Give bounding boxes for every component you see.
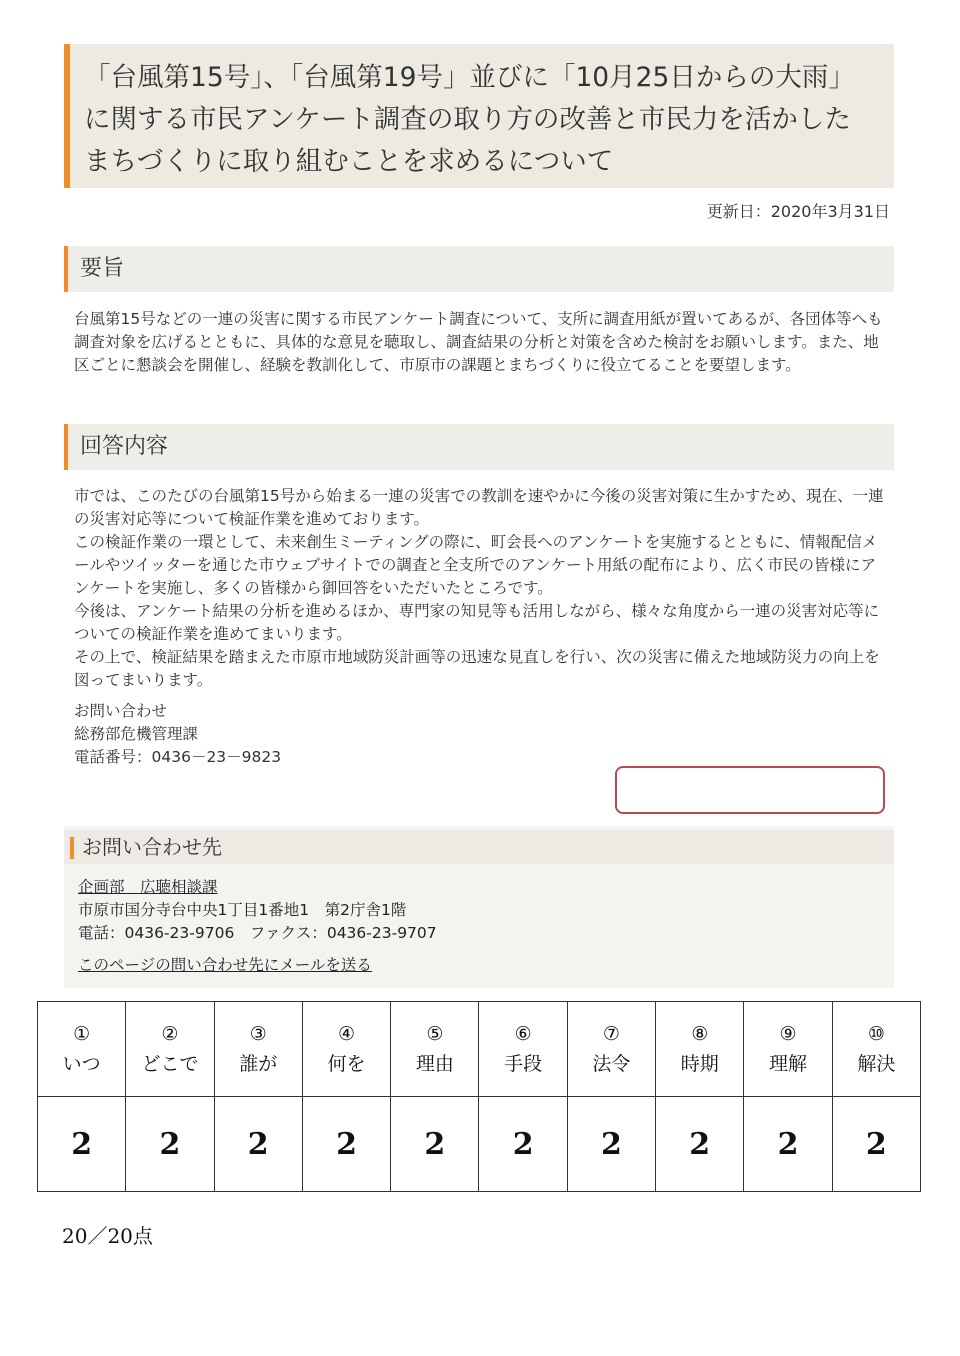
- answer-contact: [74, 700, 281, 769]
- score-value-cell: 2: [126, 1097, 214, 1192]
- score-header-num: ⑩: [867, 1023, 885, 1045]
- summary-paragraph: 台風第15号などの一連の災害に関する市民アンケート調査について、支所に調査用紙が置いてあるが、各団体等へも調査対象を広げるとともに、具体的な意見を聴取し、調査結果の分析と対策を含めた検討をお願いします。また、地区ごとに懇談会を開催し、経験を教訓化して、市原市の課題とまちづくりに役立てることを要望します。: [74, 310, 883, 374]
- score-header-label: 時期: [680, 1053, 719, 1075]
- score-header-cell: [391, 1002, 479, 1097]
- score-header-num: ⑧: [691, 1023, 709, 1045]
- score-header-label: 手段: [504, 1053, 543, 1075]
- score-header-num: ⑤: [426, 1023, 444, 1045]
- score-value-cell: 2: [479, 1097, 567, 1192]
- answer-contact-phone: 電話番号：0436－23－9823: [74, 748, 282, 766]
- contact-heading-bar: [70, 837, 74, 859]
- score-header-num: ⑨: [779, 1023, 797, 1045]
- score-value-cell: 2: [567, 1097, 655, 1192]
- score-header-label: 理由: [415, 1053, 454, 1075]
- updated-date: 更新日：2020年3月31日: [706, 202, 890, 221]
- score-header-label: 法令: [592, 1053, 631, 1075]
- score-value-cell: 2: [391, 1097, 479, 1192]
- score-header-label: 理解: [769, 1053, 808, 1075]
- answer-text: [74, 485, 886, 692]
- score-header-num: ③: [249, 1023, 267, 1045]
- score-header-label: 解決: [857, 1053, 896, 1075]
- contact-heading-text: お問い合わせ先: [82, 835, 222, 859]
- answer-paragraph-2: この検証作業の一環として、未来創生ミーティングの際に、町会長へのアンケートを実施するとともに、情報配信メールやツイッターを通じた市ウェブサイトでの調査と全支所でのアンケート用紙の配布により、広く市民の皆様にアンケートを実施し、多くの皆様から御回答をいただいたところです。: [74, 533, 878, 597]
- contact-mail-link[interactable]: このページの問い合わせ先にメールを送る: [78, 956, 372, 974]
- contact-heading: [64, 830, 894, 864]
- score-header-label: いつ: [62, 1053, 101, 1075]
- score-header-num: ①: [73, 1023, 91, 1045]
- score-header-cell: [38, 1002, 126, 1097]
- score-header-cell: [302, 1002, 390, 1097]
- summary-text: [74, 308, 886, 377]
- contact-panel: [64, 826, 894, 988]
- answer-paragraph-1: 市では、このたびの台風第15号から始まる一連の災害での教訓を速やかに今後の災害対策に生かすため、現在、一連の災害対応等について検証作業を進めております。: [74, 487, 884, 528]
- score-value-row: [38, 1097, 921, 1192]
- score-value-cell: 2: [832, 1097, 920, 1192]
- score-header-num: ⑦: [602, 1023, 620, 1045]
- score-header-num: ⑥: [514, 1023, 532, 1045]
- score-value-cell: 2: [656, 1097, 744, 1192]
- answer-paragraph-3: 今後は、アンケート結果の分析を進めるほか、専門家の知見等も活用しながら、様々な角度から一連の災害対応等についての検証作業を進めてまいります。: [74, 602, 880, 643]
- score-header-num: ②: [161, 1023, 179, 1045]
- total-score: 20／20点: [62, 1224, 153, 1248]
- score-header-cell: [656, 1002, 744, 1097]
- score-header-cell: [126, 1002, 214, 1097]
- score-value-cell: 2: [214, 1097, 302, 1192]
- score-value-cell: 2: [38, 1097, 126, 1192]
- highlight-box: [615, 766, 885, 814]
- score-header-label: 何を: [327, 1053, 366, 1075]
- score-header-cell: [214, 1002, 302, 1097]
- score-value-cell: 2: [302, 1097, 390, 1192]
- contact-address: 市原市国分寺台中央1丁目1番地1 第2庁舎1階: [78, 901, 407, 919]
- answer-heading: 回答内容: [64, 424, 894, 470]
- contact-dept-link[interactable]: 企画部 広聴相談課: [78, 878, 218, 896]
- summary-heading: 要旨: [64, 246, 894, 292]
- contact-phone-fax: 電話：0436-23-9706 ファクス：0436-23-9707: [78, 924, 437, 942]
- page-title: 「台風第15号」、「台風第19号」並びに「10月25日からの大雨」に関する市民アンケート調査の取り方の改善と市民力を活かしたまちづくりに取り組むことを求めるについて: [64, 44, 894, 188]
- score-header-num: ④: [338, 1023, 356, 1045]
- score-value-cell: 2: [744, 1097, 832, 1192]
- answer-paragraph-4: その上で、検証結果を踏まえた市原市地域防災計画等の迅速な見直しを行い、次の災害に備えた地域防災力の向上を図ってまいります。: [74, 648, 880, 689]
- score-table: [37, 1001, 921, 1192]
- answer-contact-dept: 総務部危機管理課: [74, 725, 199, 743]
- answer-contact-label: お問い合わせ: [74, 702, 168, 720]
- score-header-cell: [832, 1002, 920, 1097]
- score-header-cell: [567, 1002, 655, 1097]
- score-header-row: [38, 1002, 921, 1097]
- score-header-label: どこで: [141, 1053, 199, 1075]
- score-header-label: 誰が: [239, 1053, 278, 1075]
- score-header-cell: [744, 1002, 832, 1097]
- score-header-cell: [479, 1002, 567, 1097]
